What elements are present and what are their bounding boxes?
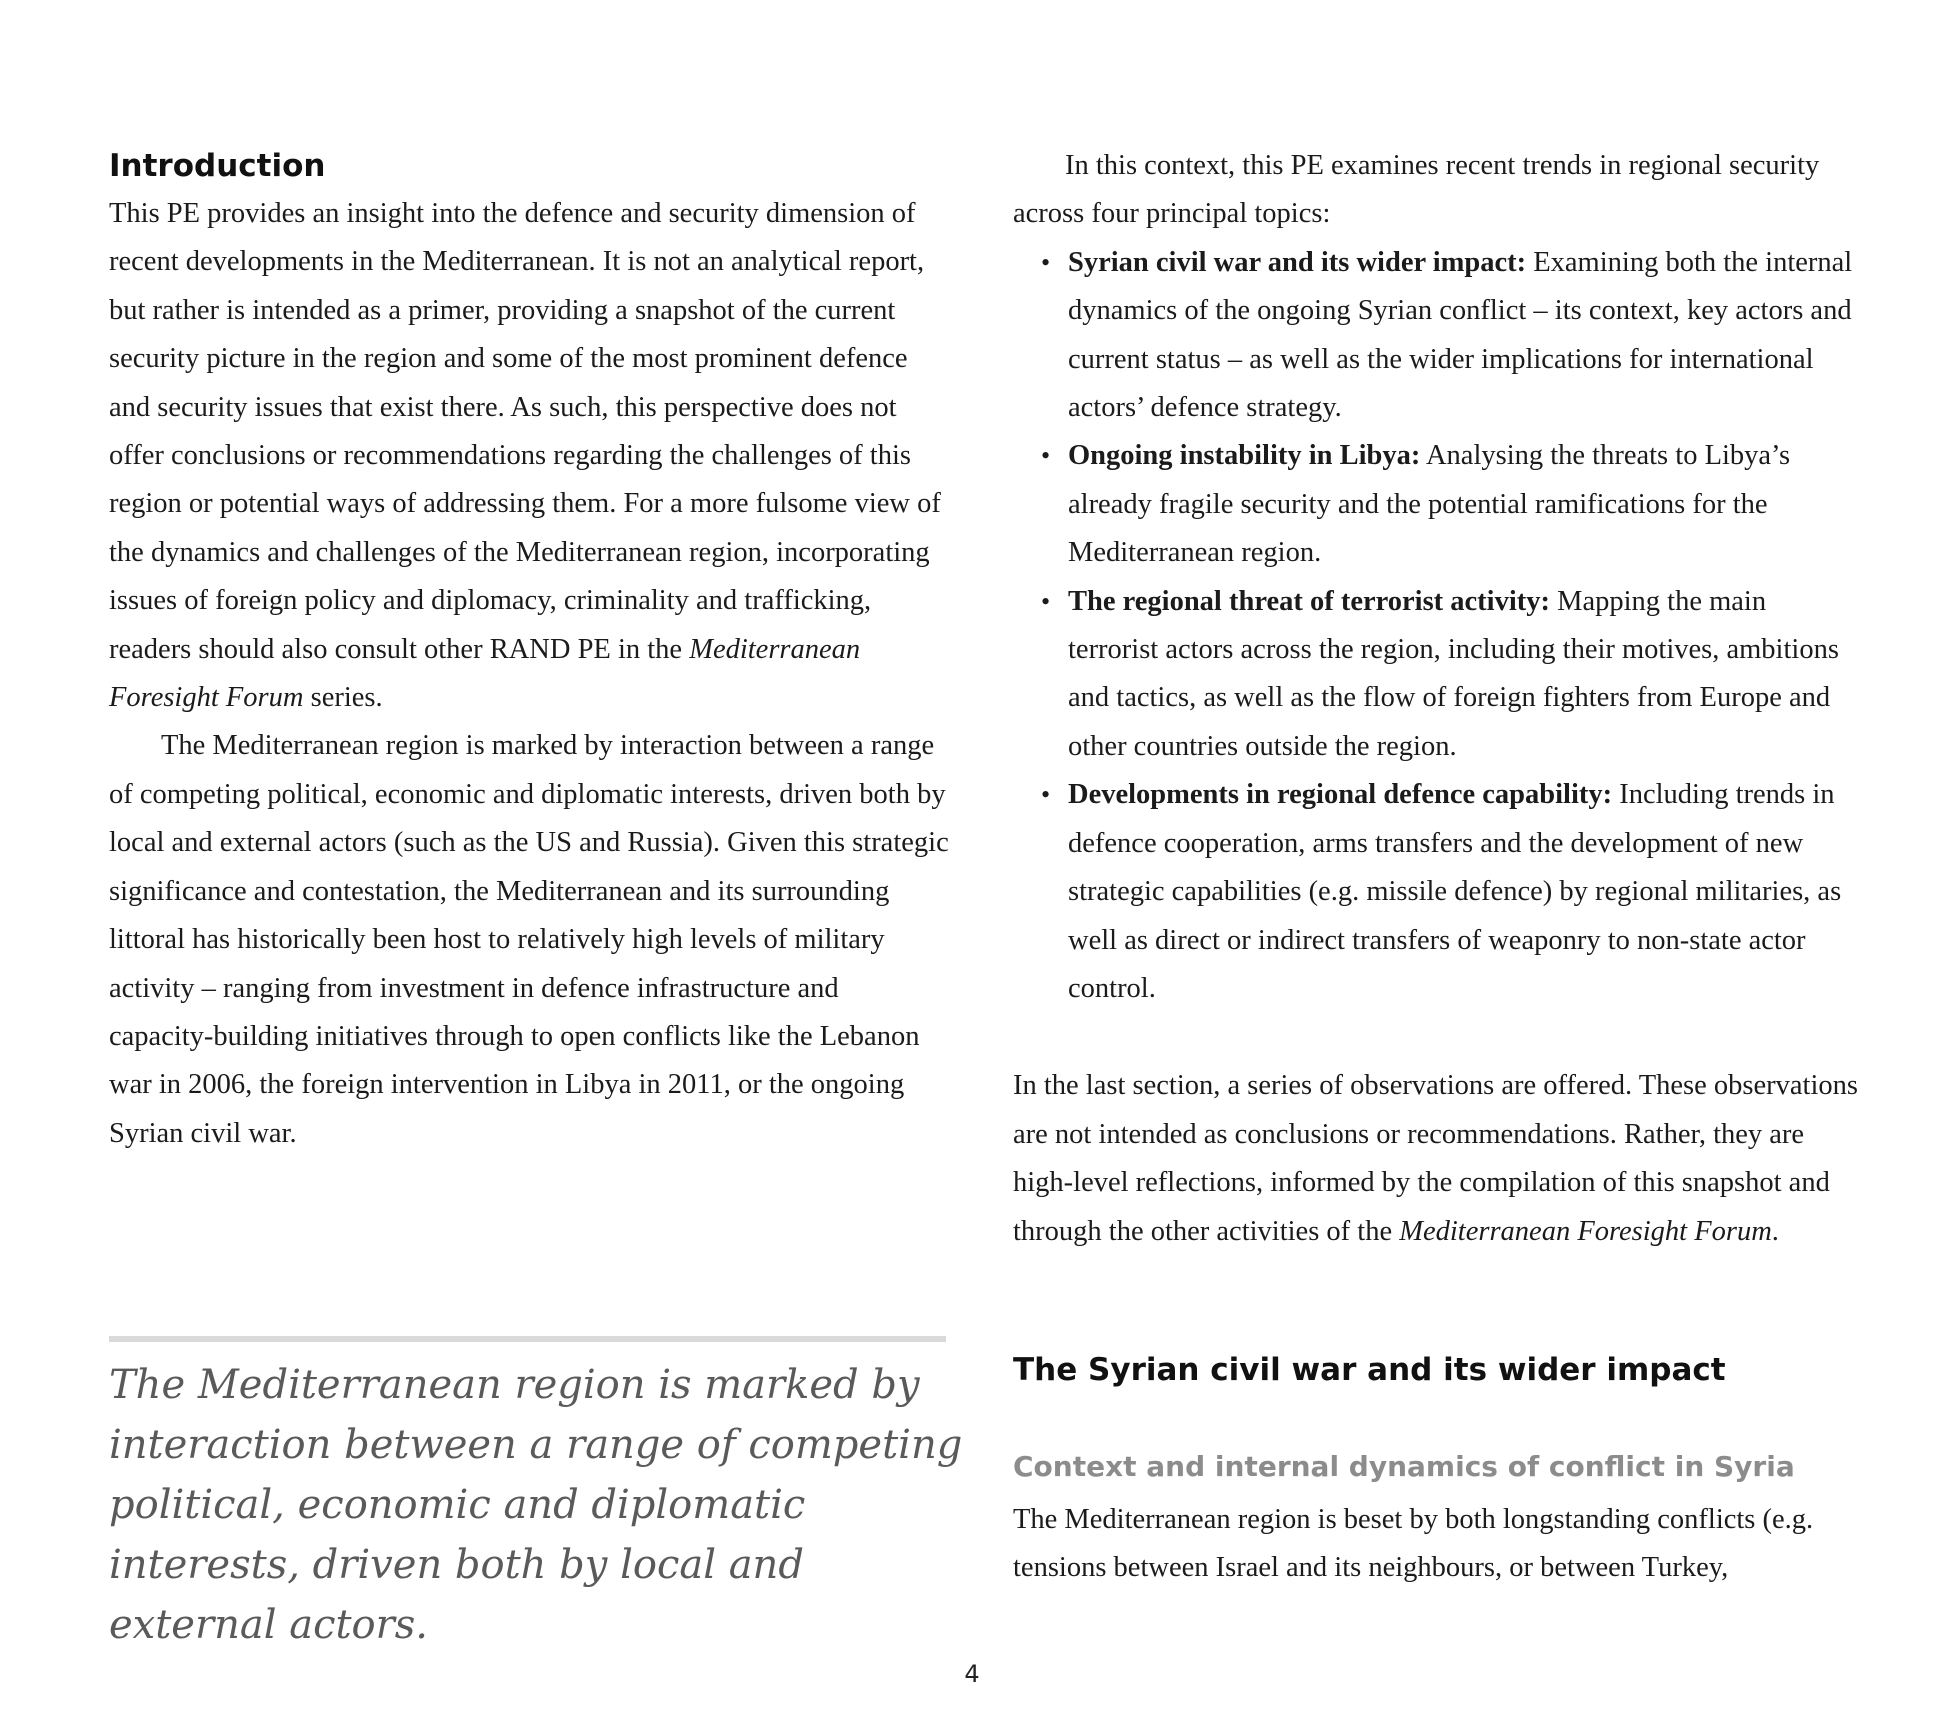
syria-paragraph: The Mediterranean region is beset by both longstanding conflicts (e.g. tensions between Israel and its neighbours, or between Turkey, <box>1013 1504 1814 1584</box>
section-heading: The Syrian civil war and its wider impact <box>1013 1352 1726 1388</box>
mediterranean-paragraph: The Mediterranean region is marked by interaction between a range of competing political, economic and diplomatic interests, driven both by local and external actors (such as the US and Russia). Given this strategic significance and contestation, the Mediterranean and its surrounding littoral has historically been host to relatively high levels of military activity – ranging from investment in defence infrastructure and capacity-building initiatives through to open conflicts like the Lebanon war in 2006, the foreign intervention in Libya in 2011, or the ongoing Syrian civil war. <box>109 730 949 1149</box>
bullet-icon: • <box>1041 247 1051 277</box>
list-item-title: The regional threat of terrorist activity: <box>1068 585 1550 617</box>
introduction-heading: Introduction <box>109 148 326 184</box>
page-number: 4 <box>964 1660 980 1688</box>
right-column <box>1013 142 1863 1256</box>
bullet-icon: • <box>1041 586 1051 616</box>
pullquote-divider <box>109 1336 946 1342</box>
left-column <box>109 142 949 1158</box>
list-item <box>1013 578 1863 772</box>
topics-list <box>1013 239 1863 1014</box>
list-item <box>1013 432 1863 577</box>
sub-heading: Context and internal dynamics of conflict in Syria <box>1013 1450 1795 1483</box>
bullet-icon: • <box>1041 441 1051 471</box>
pullquote: The Mediterranean region is marked by interaction between a range of competing political, economic and diplomatic interests, driven both by local and external actors. <box>109 1362 963 1648</box>
observations-paragraph <box>1013 1062 1863 1256</box>
list-item-title: Syrian civil war and its wider impact: <box>1068 246 1527 278</box>
syria-section-body <box>1013 1496 1873 1593</box>
context-paragraph: In this context, this PE examines recent trends in regional security across four principal topics: <box>1013 150 1820 230</box>
intro-paragraph-text: This PE provides an insight into the defence and security dimension of recent developments in the Mediterranean. It is not an analytical report, but rather is intended as a primer, providing a snapshot of the current security picture in the region and some of the most prominent defence and security issues that exist there. As such, this perspective does not offer conclusions or recommendations regarding the challenges of this region or potential ways of addressing them. For a more fulsome view of the dynamics and challenges of the Mediterranean region, incorporating issues of foreign policy and diplomacy, criminality and trafficking, readers should also consult other RAND PE in the <box>109 198 941 665</box>
list-item-title: Developments in regional defence capability: <box>1068 779 1613 811</box>
list-item <box>1013 771 1863 1013</box>
list-item-text: Including trends in defence cooperation, arms transfers and the development of new strategic capabilities (e.g. missile defence) by regional militaries, as well as direct or indirect transfers of weaponry to non-state actor control. <box>1068 779 1842 1004</box>
list-item-text: Analysing the threats to Libya’s already fragile security and the potential ramifications for the Mediterranean region. <box>1068 440 1791 569</box>
observations-text: In the last section, a series of observations are offered. These observations are not intended as conclusions or recommendations. Rather, they are high-level reflections, informed by the compilation of this snapshot and through the other activities of the <box>1013 1070 1858 1247</box>
spacer <box>1013 1013 1863 1062</box>
list-item-text: Examining both the internal dynamics of the ongoing Syrian conflict – its context, key actors and current status – as well as the wider implications for international actors’ defence strategy. <box>1068 246 1853 424</box>
intro-paragraph <box>109 190 949 722</box>
observations-end: . <box>1771 1215 1779 1247</box>
intro-paragraph-end: series. <box>303 682 383 714</box>
bullet-icon: • <box>1041 780 1051 810</box>
list-item-text: Mapping the main terrorist actors across the region, including their motives, ambitions and tactics, as well as the flow of foreign fighters from Europe and other countries outside the region. <box>1068 585 1839 762</box>
list-item <box>1013 239 1863 433</box>
list-item-title: Ongoing instability in Libya: <box>1068 440 1421 472</box>
forum-title: Mediterranean Foresight Forum <box>1399 1215 1772 1247</box>
series-title: Mediterranean Foresight Forum <box>109 633 861 714</box>
